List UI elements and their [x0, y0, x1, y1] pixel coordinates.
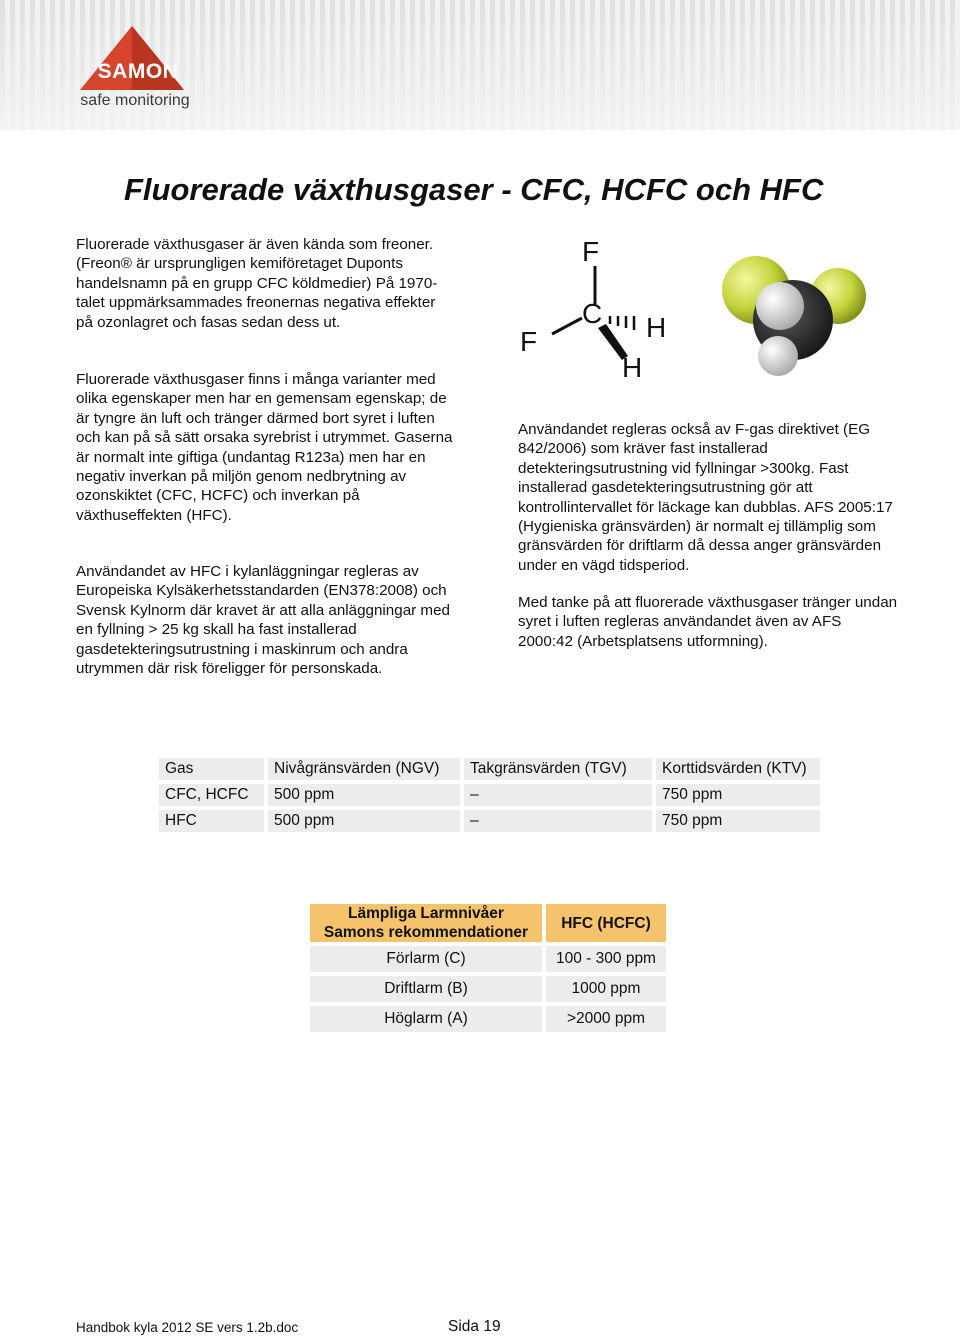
header-cell-hfc: HFC (HCFC)	[546, 904, 666, 942]
table-cell: Driftlarm (B)	[310, 976, 542, 1002]
footer-doc-name: Handbok kyla 2012 SE vers 1.2b.doc	[76, 1320, 299, 1335]
header-cell: Nivågränsvärden (NGV)	[268, 758, 460, 780]
table-cell: 500 ppm	[268, 810, 460, 832]
atom-f-top: F	[582, 236, 600, 267]
paragraph-variants: Fluorerade växthusgaser finns i många varianter med olika egenskaper men har en gemensam egenskap; de är tyngre än luft och tränger därmed bort syret i luften och kan på så sätt orsaka syrebrist i utrymmet. Gaserna är normalt inte giftiga (undantag R123a) men har en negativ inverkan på miljön genom nedbrytning av ozonskiktet (CFC, HCFC) och inverkan på växthuseffekten (HFC).	[76, 371, 453, 524]
table-cell: CFC, HCFC	[159, 784, 264, 806]
header-band	[0, 0, 960, 130]
table-cell: HFC	[159, 810, 264, 832]
paragraph-intro: Fluorerade växthusgaser är även kända som freoner. (Freon® är ursprungligen kemiföretaget Duponts handelsnamn på en grupp CFC köldmedier) På 1970-talet uppmärksammades freonernas negativa effekter på ozonlagret och fasas sedan dess ut.	[76, 236, 438, 331]
table-cell: 500 ppm	[268, 784, 460, 806]
table-cell: Förlarm (C)	[310, 946, 542, 972]
page-title: Fluorerade växthusgaser - CFC, HCFC och HFC	[124, 172, 824, 207]
logo-brand: SAMON	[97, 60, 179, 83]
table-row	[310, 946, 666, 972]
logo-tagline: safe monitoring	[80, 92, 190, 109]
header-cell: Takgränsvärden (TGV)	[464, 758, 652, 780]
paragraph-afs: Med tanke på att fluorerade växthusgaser tränger undan syret i luften regleras användandet även av AFS 2000:42 (Arbetsplatsens utformning).	[518, 594, 898, 650]
header-cell: Gas	[159, 758, 264, 780]
atom-c: C	[582, 298, 603, 329]
alarm-levels-table	[306, 900, 670, 1036]
atom-h-right: H	[646, 312, 667, 343]
table-row	[310, 1006, 666, 1032]
paragraph-hfc-regulation: Användandet av HFC i kylanläggningar regleras av Europeiska Kylsäkerhetsstandarden (EN378:2008) och Svensk Kylnorm där kravet är att alla anläggningar med en fyllning > 25 kg skall ha fast installerad gasdetekteringsutrustning i maskinrum och andra utrymmen där risk föreligger för personskada.	[76, 563, 450, 678]
table-cell: 100 - 300 ppm	[546, 946, 666, 972]
atom-h-bottom: H	[622, 352, 643, 383]
table-header-row	[310, 904, 666, 942]
molecule-model-image	[718, 248, 868, 378]
footer-page-number: Sida 19	[448, 1318, 501, 1335]
table-cell: 750 ppm	[656, 784, 820, 806]
samon-logo[interactable]	[72, 20, 192, 116]
table-row	[159, 810, 820, 832]
gas-limits-table	[155, 754, 824, 836]
table-cell: –	[464, 810, 652, 832]
paragraph-fgas-directive: Användandet regleras också av F-gas direktivet (EG 842/2006) som kräver fast installerad detekteringsutrustning vid fyllningar >300kg. Fast installerad gasdetekteringsutrustning gör att kontrollintervallet för läckage kan dubblas. AFS 2005:17 (Hygieniska gränsvärden) är normalt ej tillämplig som gränsvärden för driftlarm då dessa anger gränsvärden under en vägd tidsperiod.	[518, 421, 893, 574]
table-cell: Höglarm (A)	[310, 1006, 542, 1032]
header-line-2: Samons rekommendationer	[323, 924, 529, 941]
table-header-row	[159, 758, 820, 780]
structural-formula	[510, 236, 690, 386]
table-cell: 1000 ppm	[546, 976, 666, 1002]
header-cell-alarm-levels	[310, 904, 542, 942]
table-row	[159, 784, 820, 806]
header-cell: Korttidsvärden (KTV)	[656, 758, 820, 780]
table-cell: >2000 ppm	[546, 1006, 666, 1032]
atom-f-left: F	[520, 326, 538, 357]
table-row	[310, 976, 666, 1002]
table-cell: –	[464, 784, 652, 806]
table-cell: 750 ppm	[656, 810, 820, 832]
header-line-1: Lämpliga Larmnivåer	[348, 905, 504, 922]
